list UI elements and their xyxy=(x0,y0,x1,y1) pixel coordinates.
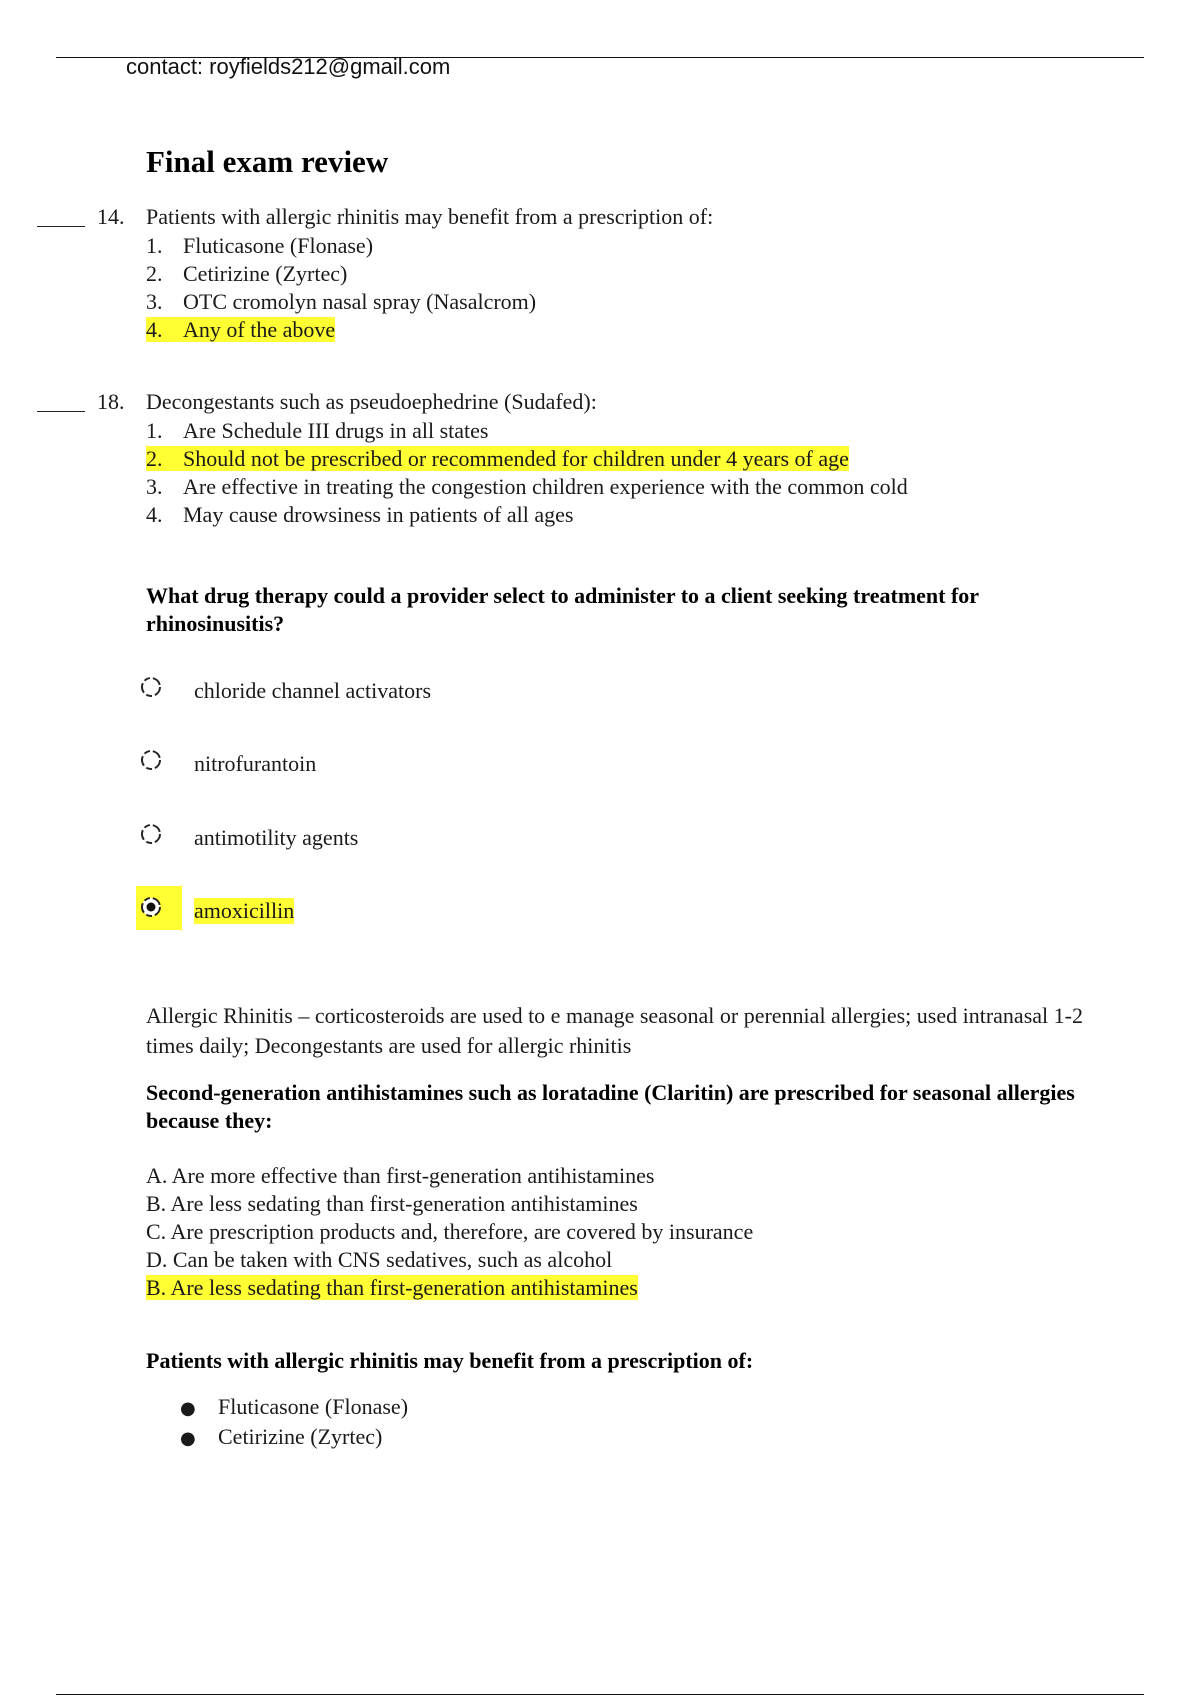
bullet-item: ● Cetirizine (Zyrtec) xyxy=(180,1422,408,1452)
answer-blank xyxy=(37,226,85,227)
radio-unselected-icon[interactable] xyxy=(140,749,162,771)
option-2: 2. Cetirizine (Zyrtec) xyxy=(146,261,348,286)
question-stem: Decongestants such as pseudoephedrine (Sudafed): xyxy=(146,389,597,414)
option-2-answer: 2. Should not be prescribed or recommended for children under 4 years of age xyxy=(146,446,849,471)
option-1: 1. Are Schedule III drugs in all states xyxy=(146,418,489,443)
option-c: C. Are prescription products and, therefore, are covered by insurance xyxy=(146,1219,754,1244)
antihistamine-question: Second-generation antihistamines such as loratadine (Claritin) are prescribed for seasonal allergies because they: xyxy=(146,1080,1075,1133)
bullet-item: ● Fluticasone (Flonase) xyxy=(180,1392,408,1422)
bottom-rule xyxy=(56,1694,1144,1695)
option-3: 3. Are effective in treating the congestion children experience with the common cold xyxy=(146,474,908,499)
option-a: A. Are more effective than first-generation antihistamines xyxy=(146,1163,655,1188)
bullet-icon: ● xyxy=(180,1398,196,1419)
option-b: B. Are less sedating than first-generation antihistamines xyxy=(146,1191,638,1216)
option-3: 3. OTC cromolyn nasal spray (Nasalcrom) xyxy=(146,289,537,314)
bullet-icon: ● xyxy=(180,1428,196,1449)
radio-unselected-icon[interactable] xyxy=(140,823,162,845)
option-1: 1. Fluticasone (Flonase) xyxy=(146,233,374,258)
allergic-rhinitis-note: Allergic Rhinitis – corticosteroids are used to e manage seasonal or perennial allergies; used intranasal 1-2 times daily; Decongestants are used for allergic rhinitis xyxy=(146,1003,1083,1058)
option-4: 4. May cause drowsiness in patients of all ages xyxy=(146,502,574,527)
option-4-answer: 4. Any of the above xyxy=(146,317,336,342)
final-bullet-list xyxy=(180,1392,408,1452)
page-title: Final exam review xyxy=(146,144,389,179)
radio-selected-icon[interactable] xyxy=(140,896,162,918)
answer-blank xyxy=(37,411,85,412)
option-list xyxy=(146,232,536,344)
question-number: 14. xyxy=(97,204,125,229)
option-list xyxy=(146,417,908,529)
question-number: 18. xyxy=(97,389,125,414)
answer-line: B. Are less sedating than first-generation antihistamines xyxy=(146,1275,638,1300)
antihistamine-options xyxy=(146,1162,753,1302)
radio-unselected-icon[interactable] xyxy=(140,676,162,698)
option-d: D. Can be taken with CNS sedatives, such as alcohol xyxy=(146,1247,613,1272)
final-question: Patients with allergic rhinitis may benefit from a prescription of: xyxy=(146,1348,754,1373)
contact-line: contact: royfields212@gmail.com xyxy=(126,54,451,79)
rhinosinusitis-question: What drug therapy could a provider select to administer to a client seeking treatment for rhinosinusitis? xyxy=(146,583,979,636)
question-stem: Patients with allergic rhinitis may benefit from a prescription of: xyxy=(146,204,714,229)
